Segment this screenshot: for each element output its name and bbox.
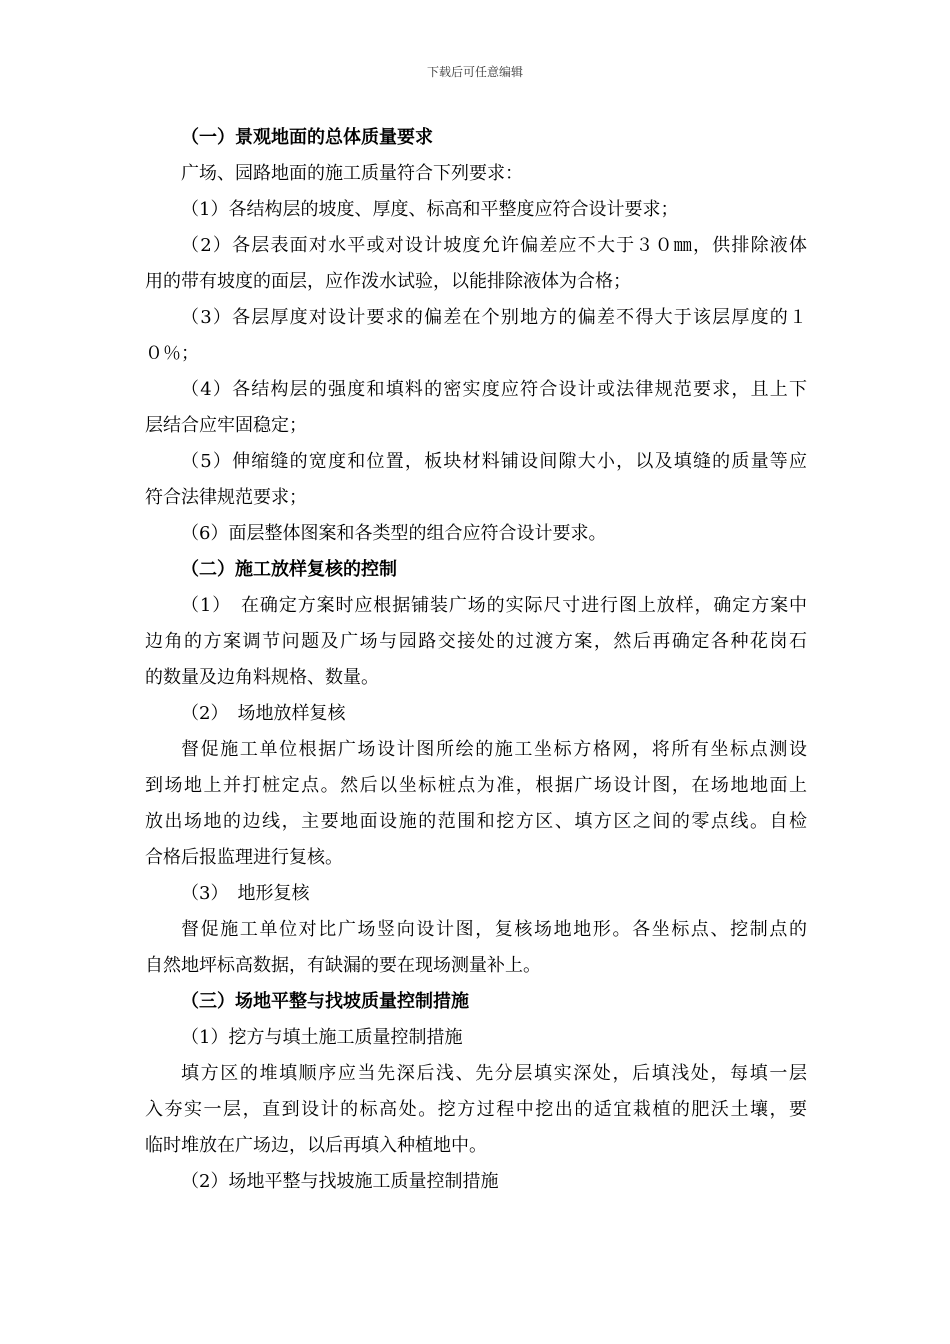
- paragraph-line: 督促施工单位对比广场竖向设计图，复核场地地形。各坐标点、挖制点的: [181, 919, 807, 940]
- list-item: （2）场地平整与找坡施工质量控制措施: [181, 1171, 499, 1192]
- paragraph-line: 自然地坪标高数据，有缺漏的要在现场测量补上。: [145, 955, 541, 976]
- paragraph-line: 合格后报监理进行复核。: [145, 847, 343, 868]
- paragraph-line: 用的带有坡度的面层，应作泼水试验，以能排除液体为合格；: [145, 271, 631, 292]
- list-item: （4）各结构层的强度和填料的密实度应符合设计或法律规范要求，且上下: [181, 379, 807, 400]
- list-item: （1）各结构层的坡度、厚度、标高和平整度应符合设计要求；: [181, 199, 679, 220]
- paragraph-line: 入夯实一层，直到设计的标高处。挖方过程中挖出的适宜栽植的肥沃土壤，要: [145, 1099, 807, 1120]
- paragraph-line: 临时堆放在广场边，以后再填入种植地中。: [145, 1135, 487, 1156]
- section-heading: （二）施工放样复核的控制: [181, 559, 397, 580]
- paragraph-line: 督促施工单位根据广场设计图所绘的施工坐标方格网，将所有坐标点测设: [181, 739, 807, 760]
- paragraph-line: 符合法律规范要求；: [145, 487, 307, 508]
- list-item: （5）伸缩缝的宽度和位置，板块材料铺设间隙大小，以及填缝的质量等应: [181, 451, 807, 472]
- section-heading: （三）场地平整与找坡质量控制措施: [181, 991, 469, 1012]
- page-header: 下载后可任意编辑: [426, 65, 523, 79]
- paragraph-line: 层结合应牢固稳定；: [145, 415, 307, 436]
- list-item: （3） 地形复核: [181, 883, 310, 904]
- paragraph-line: 到场地上并打桩定点。然后以坐标桩点为准，根据广场设计图，在场地地面上: [145, 775, 807, 796]
- paragraph-line: 放出场地的边线，主要地面设施的范围和挖方区、填方区之间的零点线。自检: [145, 811, 807, 832]
- paragraph-line: 边角的方案调节问题及广场与园路交接处的过渡方案，然后再确定各种花岗石: [145, 631, 807, 652]
- list-item: （6）面层整体图案和各类型的组合应符合设计要求。: [181, 523, 607, 544]
- list-item: （1） 在确定方案时应根据铺装广场的实际尺寸进行图上放样，确定方案中: [181, 595, 807, 616]
- document-body: [145, 120, 807, 1200]
- list-item: （1）挖方与填土施工质量控制措施: [181, 1027, 463, 1048]
- list-item: （2）各层表面对水平或对设计坡度允许偏差应不大于３０㎜，供排除液体: [181, 235, 807, 256]
- paragraph-line: ０％；: [145, 343, 199, 364]
- list-item: （3）各层厚度对设计要求的偏差在个别地方的偏差不得大于该层厚度的１: [181, 307, 807, 328]
- paragraph-line: 广场、园路地面的施工质量符合下列要求：: [181, 163, 523, 184]
- paragraph-line: 的数量及边角料规格、数量。: [145, 667, 379, 688]
- paragraph-line: 填方区的堆填顺序应当先深后浅、先分层填实深处，后填浅处，每填一层: [181, 1063, 807, 1084]
- section-heading: （一）景观地面的总体质量要求: [181, 127, 433, 148]
- list-item: （2） 场地放样复核: [181, 703, 346, 724]
